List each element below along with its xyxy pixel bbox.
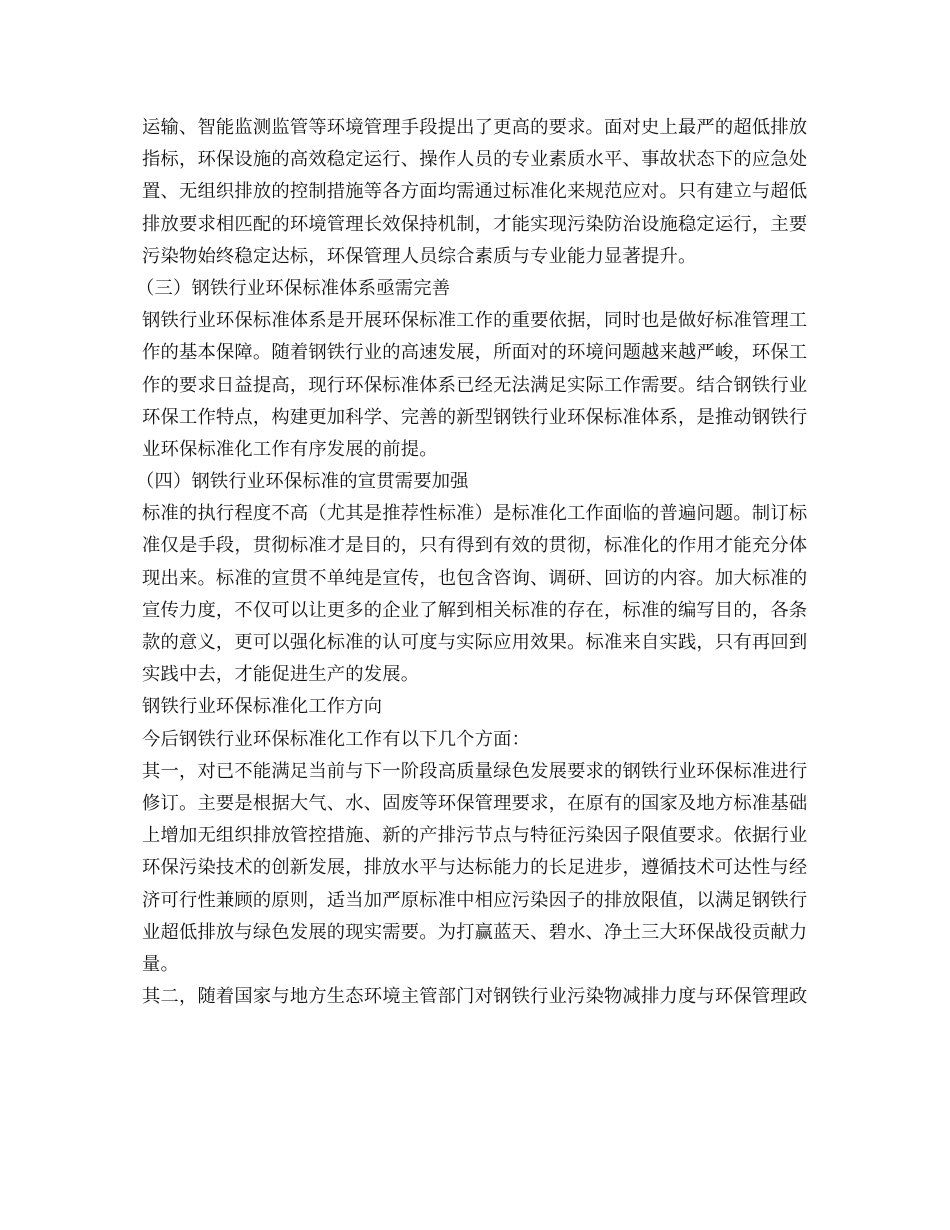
text-line: 其一，对已不能满足当前与下一阶段高质量绿色发展要求的钢铁行业环保标准进行: [142, 760, 808, 782]
text-line: 标准的执行程度不高（尤其是推荐性标准）是标准化工作面临的普遍问题。制订标: [142, 503, 808, 525]
text-line: 款的意义，更可以强化标准的认可度与实际应用效果。标准来自实践，只有再回到: [142, 632, 808, 653]
text-line: 量。: [142, 953, 179, 975]
text-line: 运输、智能监测监管等环境管理手段提出了更高的要求。面对史上最严的超低排放: [142, 117, 808, 138]
text-line: 指标，环保设施的高效稳定运行、操作人员的专业素质水平、事故状态下的应急处: [142, 149, 808, 171]
text-line: 现出来。标准的宣贯不单纯是宣传，也包含咨询、调研、回访的内容。加大标准的: [142, 567, 808, 589]
text-line: 济可行性兼顾的原则，适当加严原标准中相应污染因子的排放限值，以满足钢铁行: [142, 889, 808, 911]
text-line: 上增加无组织排放管控措施、新的产排污节点与特征污染因子限值要求。依据行业: [142, 825, 808, 847]
text-line: 宣传力度，不仅可以让更多的企业了解到相关标准的存在，标准的编写目的，各条: [142, 599, 808, 621]
text-line: 业超低排放与绿色发展的现实需要。为打赢蓝天、碧水、净土三大环保战役贡献力: [142, 921, 808, 943]
text-line: 钢铁行业环保标准体系是开展环保标准工作的重要依据，同时也是做好标准管理工: [142, 310, 808, 332]
text-line: 今后钢铁行业环保标准化工作有以下几个方面：: [142, 728, 531, 750]
text-line: 排放要求相匹配的环境管理长效保持机制，才能实现污染防治设施稳定运行，主要: [142, 213, 808, 235]
text-line: 准仅是手段，贯彻标准才是目的，只有得到有效的贯彻，标准化的作用才能充分体: [142, 535, 808, 557]
text-line: 环保污染技术的创新发展，排放水平与达标能力的长足进步，遵循技术可达性与经: [142, 857, 808, 879]
text-line: 环保工作特点，构建更加科学、完善的新型钢铁行业环保标准体系，是推动钢铁行: [142, 406, 808, 428]
document-body: [136, 112, 814, 1013]
section-heading: （四）钢铁行业环保标准的宣贯需要加强: [136, 471, 469, 493]
section-heading: 钢铁行业环保标准化工作方向: [142, 696, 383, 718]
text-line: 置、无组织排放的控制措施等各方面均需通过标准化来规范应对。只有建立与超低: [142, 181, 808, 203]
text-line: 实践中去，才能促进生产的发展。: [142, 664, 420, 686]
text-line: 修订。主要是根据大气、水、固废等环保管理要求，在原有的国家及地方标准基础: [142, 792, 808, 814]
text-line: 作的基本保障。随着钢铁行业的高速发展，所面对的环境问题越来越严峻，环保工: [142, 342, 808, 364]
section-heading: （三）钢铁行业环保标准体系亟需完善: [136, 277, 451, 299]
text-line: 业环保标准化工作有序发展的前提。: [142, 438, 438, 460]
text-line: 作的要求日益提高，现行环保标准体系已经无法满足实际工作需要。结合钢铁行业: [142, 374, 808, 396]
text-line: 污染物始终稳定达标，环保管理人员综合素质与专业能力显著提升。: [142, 245, 697, 267]
text-line: 其二，随着国家与地方生态环境主管部门对钢铁行业污染物减排力度与环保管理政: [142, 986, 808, 1008]
